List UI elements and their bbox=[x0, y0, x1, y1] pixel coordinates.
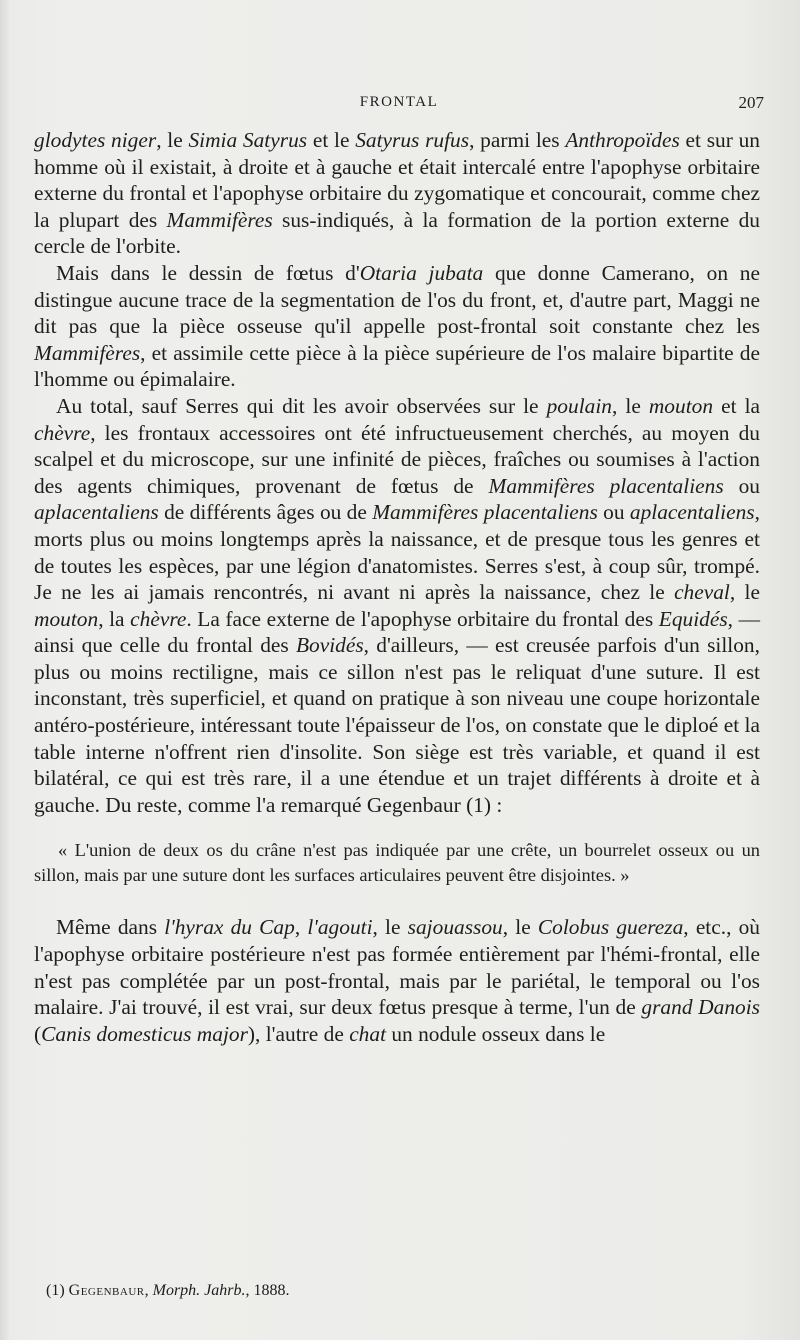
page-number: 207 bbox=[738, 93, 764, 112]
italic-term: Otaria jubata bbox=[359, 260, 484, 285]
italic-term: chèvre bbox=[130, 606, 187, 631]
footnote bbox=[46, 1281, 746, 1301]
italic-term: sajouassou bbox=[407, 915, 503, 940]
text-run: . La face externe de l'apophyse orbitaire du frontal des bbox=[186, 606, 659, 631]
italic-term: Bovidés bbox=[295, 633, 364, 658]
italic-term: aplacentaliens bbox=[34, 500, 159, 525]
paragraph-1 bbox=[34, 127, 760, 260]
italic-term: Simia Satyrus bbox=[188, 128, 308, 152]
italic-term: Satyrus rufus bbox=[355, 128, 470, 152]
text-run: un nodule osseux dans le bbox=[386, 1021, 606, 1046]
text-run: ou bbox=[597, 500, 630, 525]
italic-term: mouton bbox=[648, 393, 714, 418]
text-run: ou bbox=[723, 473, 760, 498]
text-run: , la bbox=[98, 606, 131, 631]
italic-term: Mammifères placentaliens bbox=[488, 473, 724, 498]
text-run: , le bbox=[729, 580, 760, 605]
footnote-sep: , bbox=[144, 1282, 153, 1299]
text-run: , parmi les bbox=[469, 128, 566, 152]
paragraph-3 bbox=[34, 393, 760, 819]
text-run: , bbox=[294, 915, 308, 940]
italic-term: Anthropoïdes bbox=[565, 128, 680, 152]
text-run: que donne Camerano, on ne distingue aucune trace de la segmentation de l'os du front, et, d'autre part, Maggi ne dit pas que la pièce osseuse qu'il appelle post-frontal soit constante chez les bbox=[34, 260, 760, 339]
block-quote bbox=[34, 838, 760, 888]
text-run: et le bbox=[307, 128, 356, 152]
italic-term: Colobus guereza bbox=[537, 915, 684, 940]
italic-term: poulain bbox=[546, 393, 612, 418]
footnote-author: Gegenbaur bbox=[68, 1282, 145, 1299]
text-run: , d'ailleurs, — est creusée parfois d'un sillon, plus ou moins rectiligne, mais ce sillon n'est pas le reliquat d'une suture. Il est inconstant, très superficiel, et quand on pratique à son niveau une coupe horizontale antéro-postérieure, intéressant toute l'épaisseur de l'os, on constate que le diploé et la table interne n'offrent rien d'insolite. Son siège est très variable, et quand il est bilatéral, ce qui est très rare, il a une étendue et un trajet différents à droite et à gauche. Du reste, comme l'a remarqué Gegenbaur (1) : bbox=[34, 633, 760, 817]
running-header bbox=[34, 94, 764, 116]
quote-text: « L'union de deux os du crâne n'est pas indiquée par une crête, un bourrelet osseux ou un sillon, mais par une suture dont les surfaces articulaires peuvent être disjointes. » bbox=[34, 840, 760, 886]
text-run: de différents âges ou de bbox=[158, 500, 373, 525]
text-run: ), l'autre de bbox=[247, 1021, 350, 1046]
text-run: , le bbox=[502, 915, 538, 940]
text-run: , le bbox=[156, 128, 189, 152]
italic-term: Mammifères bbox=[34, 340, 141, 365]
text-run: ( bbox=[34, 1021, 42, 1046]
text-run: Mais dans le dessin de fœtus d' bbox=[56, 260, 360, 285]
italic-term: l'hyrax du Cap bbox=[164, 915, 295, 940]
paragraph-4 bbox=[34, 914, 760, 1047]
paragraph-2 bbox=[34, 260, 760, 393]
text-run: sus-indiqués, à la formation de la portion externe du cercle de l'orbite. bbox=[34, 207, 760, 259]
footnote-year: , 1888. bbox=[245, 1282, 290, 1299]
text-run: , et assimile cette pièce à la pièce supérieure de l'os malaire bipartite de l'homme ou épimalaire. bbox=[34, 340, 760, 392]
text-run: Au total, sauf Serres qui dit les avoir observées sur le bbox=[56, 393, 547, 418]
text-run: et la bbox=[713, 393, 761, 418]
italic-term: Canis domesticus major bbox=[41, 1021, 248, 1046]
italic-term: chèvre bbox=[34, 420, 91, 445]
italic-term: Mammifères placentaliens bbox=[372, 500, 598, 525]
italic-term: chat bbox=[349, 1021, 387, 1046]
text-run: , les frontaux accessoires ont été infructueusement cherchés, au moyen du scalpel et du microscope, sur une infinité de pièces, fraîches ou soumises à l'action des agents chimiques, provenant de fœtus de bbox=[34, 420, 760, 498]
italic-term: glodytes niger bbox=[34, 128, 157, 152]
footnote-journal: Morph. Jahrb. bbox=[152, 1282, 246, 1299]
running-title: FRONTAL bbox=[359, 94, 439, 110]
main-text bbox=[34, 127, 760, 1047]
text-run: , morts plus ou moins longtemps après la naissance, et de presque tous les genres et de toutes les espèces, par une légion d'anatomistes. Serres s'est, à coup sûr, trompé. Je ne les ai jamais rencontrés, ni avant ni après la naissance, chez le bbox=[34, 500, 760, 605]
text-run: , le bbox=[372, 915, 408, 940]
italic-term: grand Danois bbox=[641, 995, 760, 1020]
text-run: , le bbox=[611, 393, 649, 418]
text-run: , etc., où l'apophyse orbitaire postérieure n'est pas formée entièrement par l'hémi-frontal, elle n'est pas complétée par un post-frontal, mais par le pariétal, le temporal ou l'os malaire. J'ai trouvé, il est vrai, sur deux fœtus presque à terme, l'un de bbox=[34, 915, 761, 1020]
italic-term: Equidés bbox=[658, 606, 728, 631]
text-run: , — ainsi que celle du frontal des bbox=[34, 606, 760, 658]
footnote-marker: (1) bbox=[46, 1282, 69, 1299]
italic-term: mouton bbox=[34, 606, 99, 631]
italic-term: aplacentaliens bbox=[629, 500, 755, 525]
italic-term: Mammifères bbox=[166, 207, 273, 232]
text-run: et sur un homme où il existait, à droite et à gauche et était intercalé entre l'apophyse orbitaire externe du frontal et l'apophyse orbitaire du zygomatique et concourait, comme chez la plupart des bbox=[34, 128, 761, 232]
italic-term: l'agouti bbox=[307, 915, 373, 940]
text-run: Même dans bbox=[56, 915, 165, 940]
italic-term: cheval bbox=[674, 580, 730, 605]
